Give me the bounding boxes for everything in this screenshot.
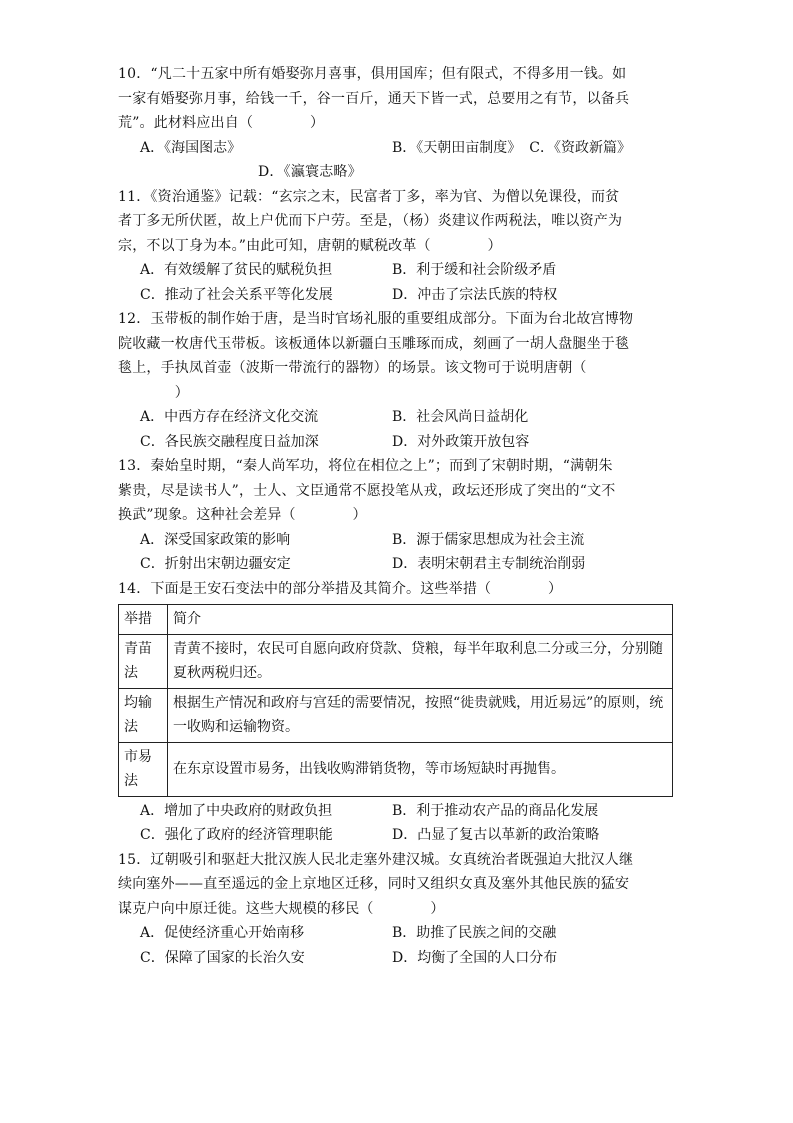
table-cell-name: 青苗法	[119, 634, 168, 688]
question-11	[118, 185, 678, 308]
table-row	[119, 634, 673, 688]
exam-page	[118, 62, 678, 970]
question-stem-line: 院收藏一枚唐代玉带板。该板通体以新疆白玉雕琢而成，刻画了一胡人盘腿坐于毯	[118, 335, 630, 352]
option-b[interactable]: B．源于儒家思想成为社会主流	[392, 531, 585, 548]
option-a[interactable]: A．深受国家政策的影响	[140, 531, 291, 548]
table-cell-desc: 根据生产情况和政府与宫廷的需要情况，按照“徙贵就贱，用近易远”的原则，统一收购和运输物资。	[168, 688, 673, 742]
option-a[interactable]: A．促使经济重心开始南移	[140, 925, 305, 941]
question-12	[118, 307, 678, 454]
option-c[interactable]: C．折射出宋朝边疆安定	[140, 556, 291, 572]
option-d[interactable]: D．凸显了复古以革新的政治策略	[392, 827, 600, 843]
table-cell-desc: 在东京设置市易务，出钱收购滞销货物，等市场短缺时再抛售。	[168, 742, 673, 796]
question-stem-line: 15．辽朝吸引和驱赶大批汉族人民北走塞外建汉城。女真统治者既强迫大批汉人继	[118, 851, 634, 868]
option-d[interactable]: D．对外政策开放包容	[392, 433, 530, 450]
option-b[interactable]: B．《天朝田亩制度》	[392, 139, 522, 156]
options-row	[118, 823, 678, 848]
option-d[interactable]: D．冲击了宗法氏族的特权	[392, 286, 558, 303]
options-row	[118, 921, 678, 946]
option-c[interactable]: C．各民族交融程度日益加深	[140, 433, 319, 450]
question-stem-line: 13．秦始皇时期，“秦人尚军功，将位在相位之上”；而到了宋朝时期，“满朝朱	[118, 458, 613, 474]
question-stem-line: 14．下面是王安石变法中的部分举措及其简介。这些举措（ ）	[118, 580, 563, 597]
option-c[interactable]: C．推动了社会关系平等化发展	[140, 286, 333, 303]
option-b[interactable]: B．利于推动农产品的商品化发展	[392, 802, 599, 819]
option-a[interactable]: A．中西方存在经济文化交流	[140, 409, 319, 425]
option-d[interactable]: D．均衡了全国的人口分布	[392, 949, 558, 966]
options-row	[118, 528, 678, 553]
question-stem-line: 毯上，手执凤首壶（波斯一带流行的器物）的场景。该文物可于说明唐朝（	[118, 360, 587, 376]
question-14	[118, 577, 678, 848]
option-a[interactable]: A．有效缓解了贫民的赋税负担	[140, 262, 333, 278]
question-stem-line: 荒”。此材料应出自（ ）	[118, 115, 325, 131]
option-c[interactable]: C．《资政新篇》	[529, 139, 632, 156]
question-stem-line: 紫贵，尽是读书人”，士人、文臣通常不愿投笔从戎，政坛还形成了突出的“文不	[118, 482, 616, 499]
option-d[interactable]: D．《瀛寰志略》	[258, 164, 362, 180]
table-header-row	[119, 605, 673, 635]
options-row	[118, 430, 678, 455]
option-b[interactable]: B．社会风尚日益胡化	[392, 409, 529, 425]
reform-table	[118, 604, 673, 797]
table-row	[119, 742, 673, 796]
question-stem-line: 换武”现象。这种社会差异（ ）	[118, 507, 367, 523]
table-cell-desc: 青黄不接时，农民可自愿向政府贷款、贷粮，每半年取利息二分或三分，分别随夏秋两税归还。	[168, 634, 673, 688]
option-b[interactable]: B．利于缓和社会阶级矛盾	[392, 262, 557, 278]
option-a[interactable]: A．增加了中央政府的财政负担	[140, 802, 333, 819]
table-header-cell: 简介	[168, 605, 673, 635]
option-b[interactable]: B．助推了民族之间的交融	[392, 925, 557, 941]
options-row	[118, 552, 678, 577]
table-cell-name: 市易法	[119, 742, 168, 796]
option-c[interactable]: C．强化了政府的经济管理职能	[140, 827, 333, 843]
question-10	[118, 62, 678, 185]
question-stem-line: 10．“凡二十五家中所有婚娶弥月喜事，俱用国库；但有限式，不得多用一钱。如	[118, 66, 627, 82]
option-c[interactable]: C．保障了国家的长治久安	[140, 949, 305, 966]
option-a[interactable]: A．《海国图志》	[140, 139, 242, 156]
options-row	[118, 405, 678, 430]
options-row	[118, 258, 678, 283]
question-stem-line: 谋克户向中原迁徙。这些大规模的移民（ ）	[118, 900, 445, 917]
options-row	[118, 136, 678, 161]
options-row	[118, 946, 678, 971]
question-13	[118, 454, 678, 577]
options-row	[118, 799, 678, 824]
question-stem-line: 宗，不以丁身为本。”由此可知，唐朝的赋税改革（ ）	[118, 237, 502, 254]
question-stem-line: 者丁多无所伏匿，故上户优而下户劳。至是，（杨）炎建议作两税法，唯以资产为	[118, 213, 623, 229]
options-row	[118, 283, 678, 308]
table-header-cell: 举措	[119, 605, 168, 635]
question-stem-line: 续向塞外——直至遥远的金上京地区迁移，同时又组织女真及塞外其他民族的猛安	[118, 876, 630, 892]
question-stem-line: 12．玉带板的制作始于唐，是当时官场礼服的重要组成部分。下面为台北故宫博物	[118, 311, 634, 327]
question-stem-line: ）	[118, 384, 189, 401]
option-d[interactable]: D．表明宋朝君主专制统治削弱	[392, 556, 586, 572]
question-stem-line: 11．《资治通鉴》记载：“玄宗之末，民富者丁多，率为官、为僧以免课役，而贫	[118, 188, 620, 205]
table-cell-name: 均输法	[119, 688, 168, 742]
question-15	[118, 848, 678, 971]
table-row	[119, 688, 673, 742]
question-stem-line: 一家有婚娶弥月事，给钱一千，谷一百斤，通天下皆一式，总要用之有节，以备兵	[118, 90, 630, 107]
